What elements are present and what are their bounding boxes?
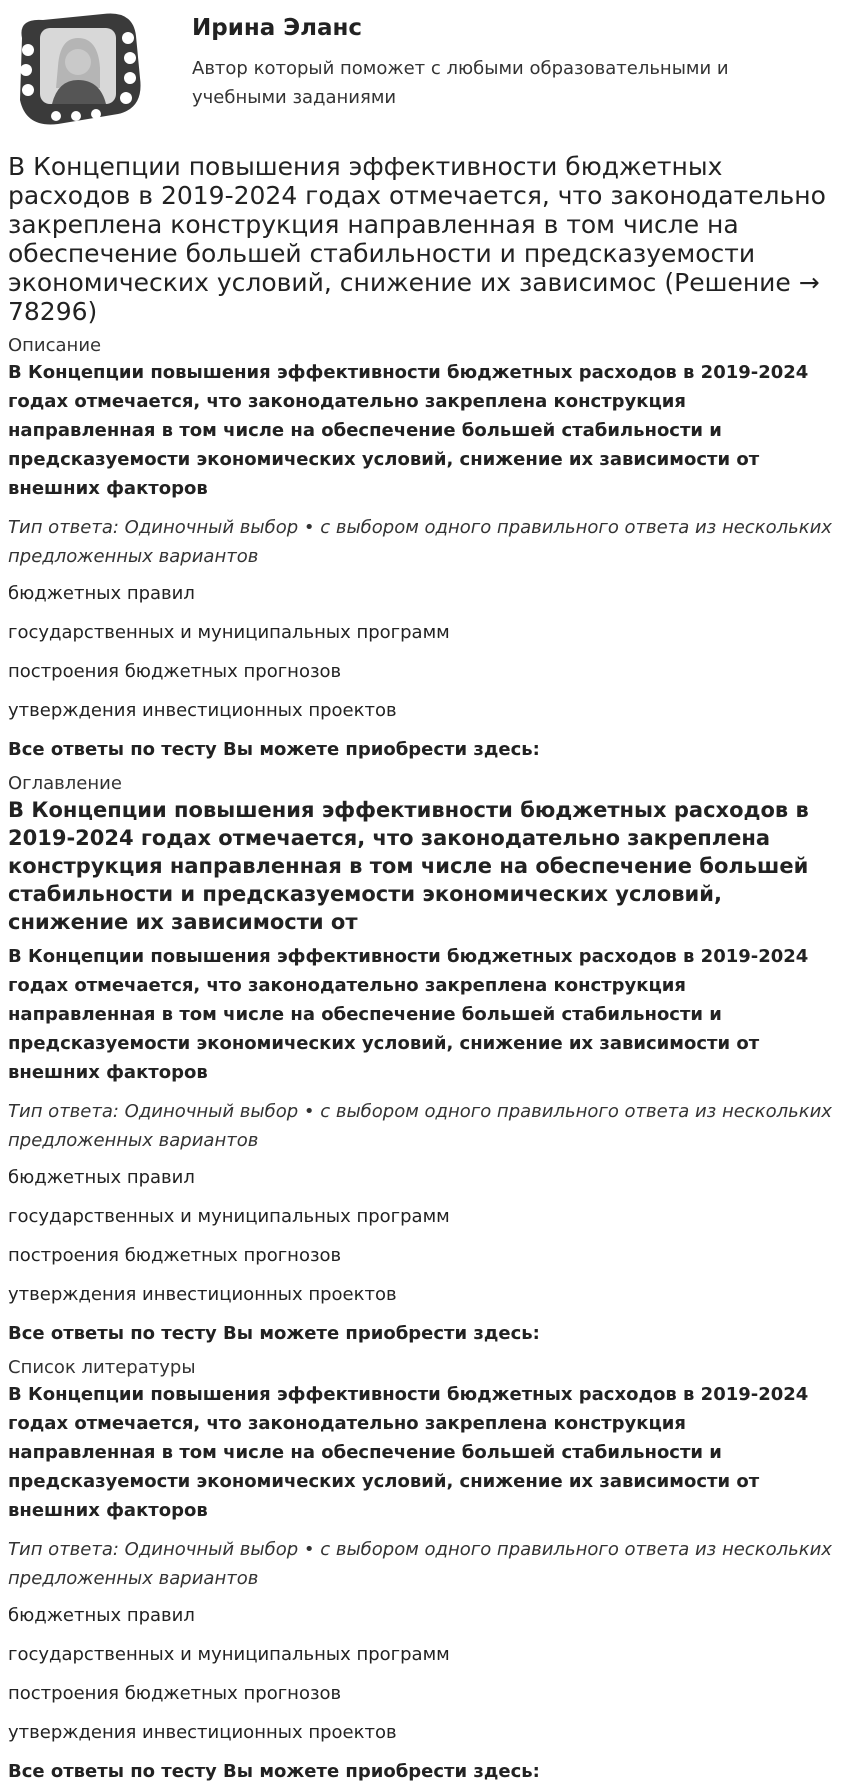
answer-option: государственных и муниципальных программ <box>8 1206 450 1227</box>
answer-option: построения бюджетных прогнозов <box>8 1245 342 1266</box>
answer-option: бюджетных правил <box>8 583 195 604</box>
answer-option: государственных и муниципальных программ <box>8 622 450 643</box>
answer-option: государственных и муниципальных программ <box>8 1644 450 1665</box>
toc-section <box>8 772 839 1348</box>
answer-type: Тип ответа: Одиночный выбор • с выбором одного правильного ответа из нескольких предложенных вариантов <box>8 1101 832 1151</box>
author-info <box>192 8 792 112</box>
references-section <box>8 1356 839 1786</box>
author-card <box>8 0 839 140</box>
question-text: В Концепции повышения эффективности бюджетных расходов в 2019-2024 годах отмечается, что законодательно закреплена конструкция направленная в том числе на обеспечение большей стабильности и предсказуемости экономических условий, снижение их зависимости от внешних факторов <box>8 362 809 499</box>
answer-option: бюджетных правил <box>8 1167 195 1188</box>
answer-option: построения бюджетных прогнозов <box>8 1683 342 1704</box>
film-frame-icon <box>8 8 148 128</box>
author-description: Автор который поможет с любыми образовательными и учебными заданиями <box>192 58 729 108</box>
answer-type: Тип ответа: Одиночный выбор • с выбором одного правильного ответа из нескольких предложенных вариантов <box>8 517 832 567</box>
answer-type: Тип ответа: Одиночный выбор • с выбором одного правильного ответа из нескольких предложенных вариантов <box>8 1539 832 1589</box>
answer-option: утверждения инвестиционных проектов <box>8 1284 397 1305</box>
buy-answers-text[interactable]: Все ответы по тесту Вы можете приобрести здесь: <box>8 1761 540 1782</box>
description-section <box>8 334 839 764</box>
page-title: В Концепции повышения эффективности бюджетных расходов в 2019-2024 годах отмечается, что законодательно закреплена конструкция направленная в том числе на обеспечение большей стабильности и предсказуемости экономических условий, снижение их зависимос (Решение → 78296) <box>8 152 826 326</box>
answer-option: бюджетных правил <box>8 1605 195 1626</box>
buy-answers-text[interactable]: Все ответы по тесту Вы можете приобрести здесь: <box>8 739 540 760</box>
question-text: В Концепции повышения эффективности бюджетных расходов в 2019-2024 годах отмечается, что законодательно закреплена конструкция направленная в том числе на обеспечение большей стабильности и предсказуемости экономических условий, снижение их зависимости от внешних факторов <box>8 1384 809 1521</box>
answer-option: утверждения инвестиционных проектов <box>8 1722 397 1743</box>
author-name[interactable]: Ирина Эланс <box>192 15 363 41</box>
avatar[interactable] <box>8 8 148 128</box>
answer-option: построения бюджетных прогнозов <box>8 661 342 682</box>
buy-answers-text[interactable]: Все ответы по тесту Вы можете приобрести здесь: <box>8 1323 540 1344</box>
section-label-toc: Оглавление <box>8 773 122 794</box>
section-label-references: Список литературы <box>8 1357 196 1378</box>
question-text: В Концепции повышения эффективности бюджетных расходов в 2019-2024 годах отмечается, что законодательно закреплена конструкция направленная в том числе на обеспечение большей стабильности и предсказуемости экономических условий, снижение их зависимости от внешних факторов <box>8 946 809 1083</box>
toc-heading: В Концепции повышения эффективности бюджетных расходов в 2019-2024 годах отмечается, что законодательно закреплена конструкция направленная в том числе на обеспечение большей стабильности и предсказуемости экономических условий, снижение их зависимости от <box>8 798 809 934</box>
section-label-description: Описание <box>8 335 102 356</box>
answer-option: утверждения инвестиционных проектов <box>8 700 397 721</box>
